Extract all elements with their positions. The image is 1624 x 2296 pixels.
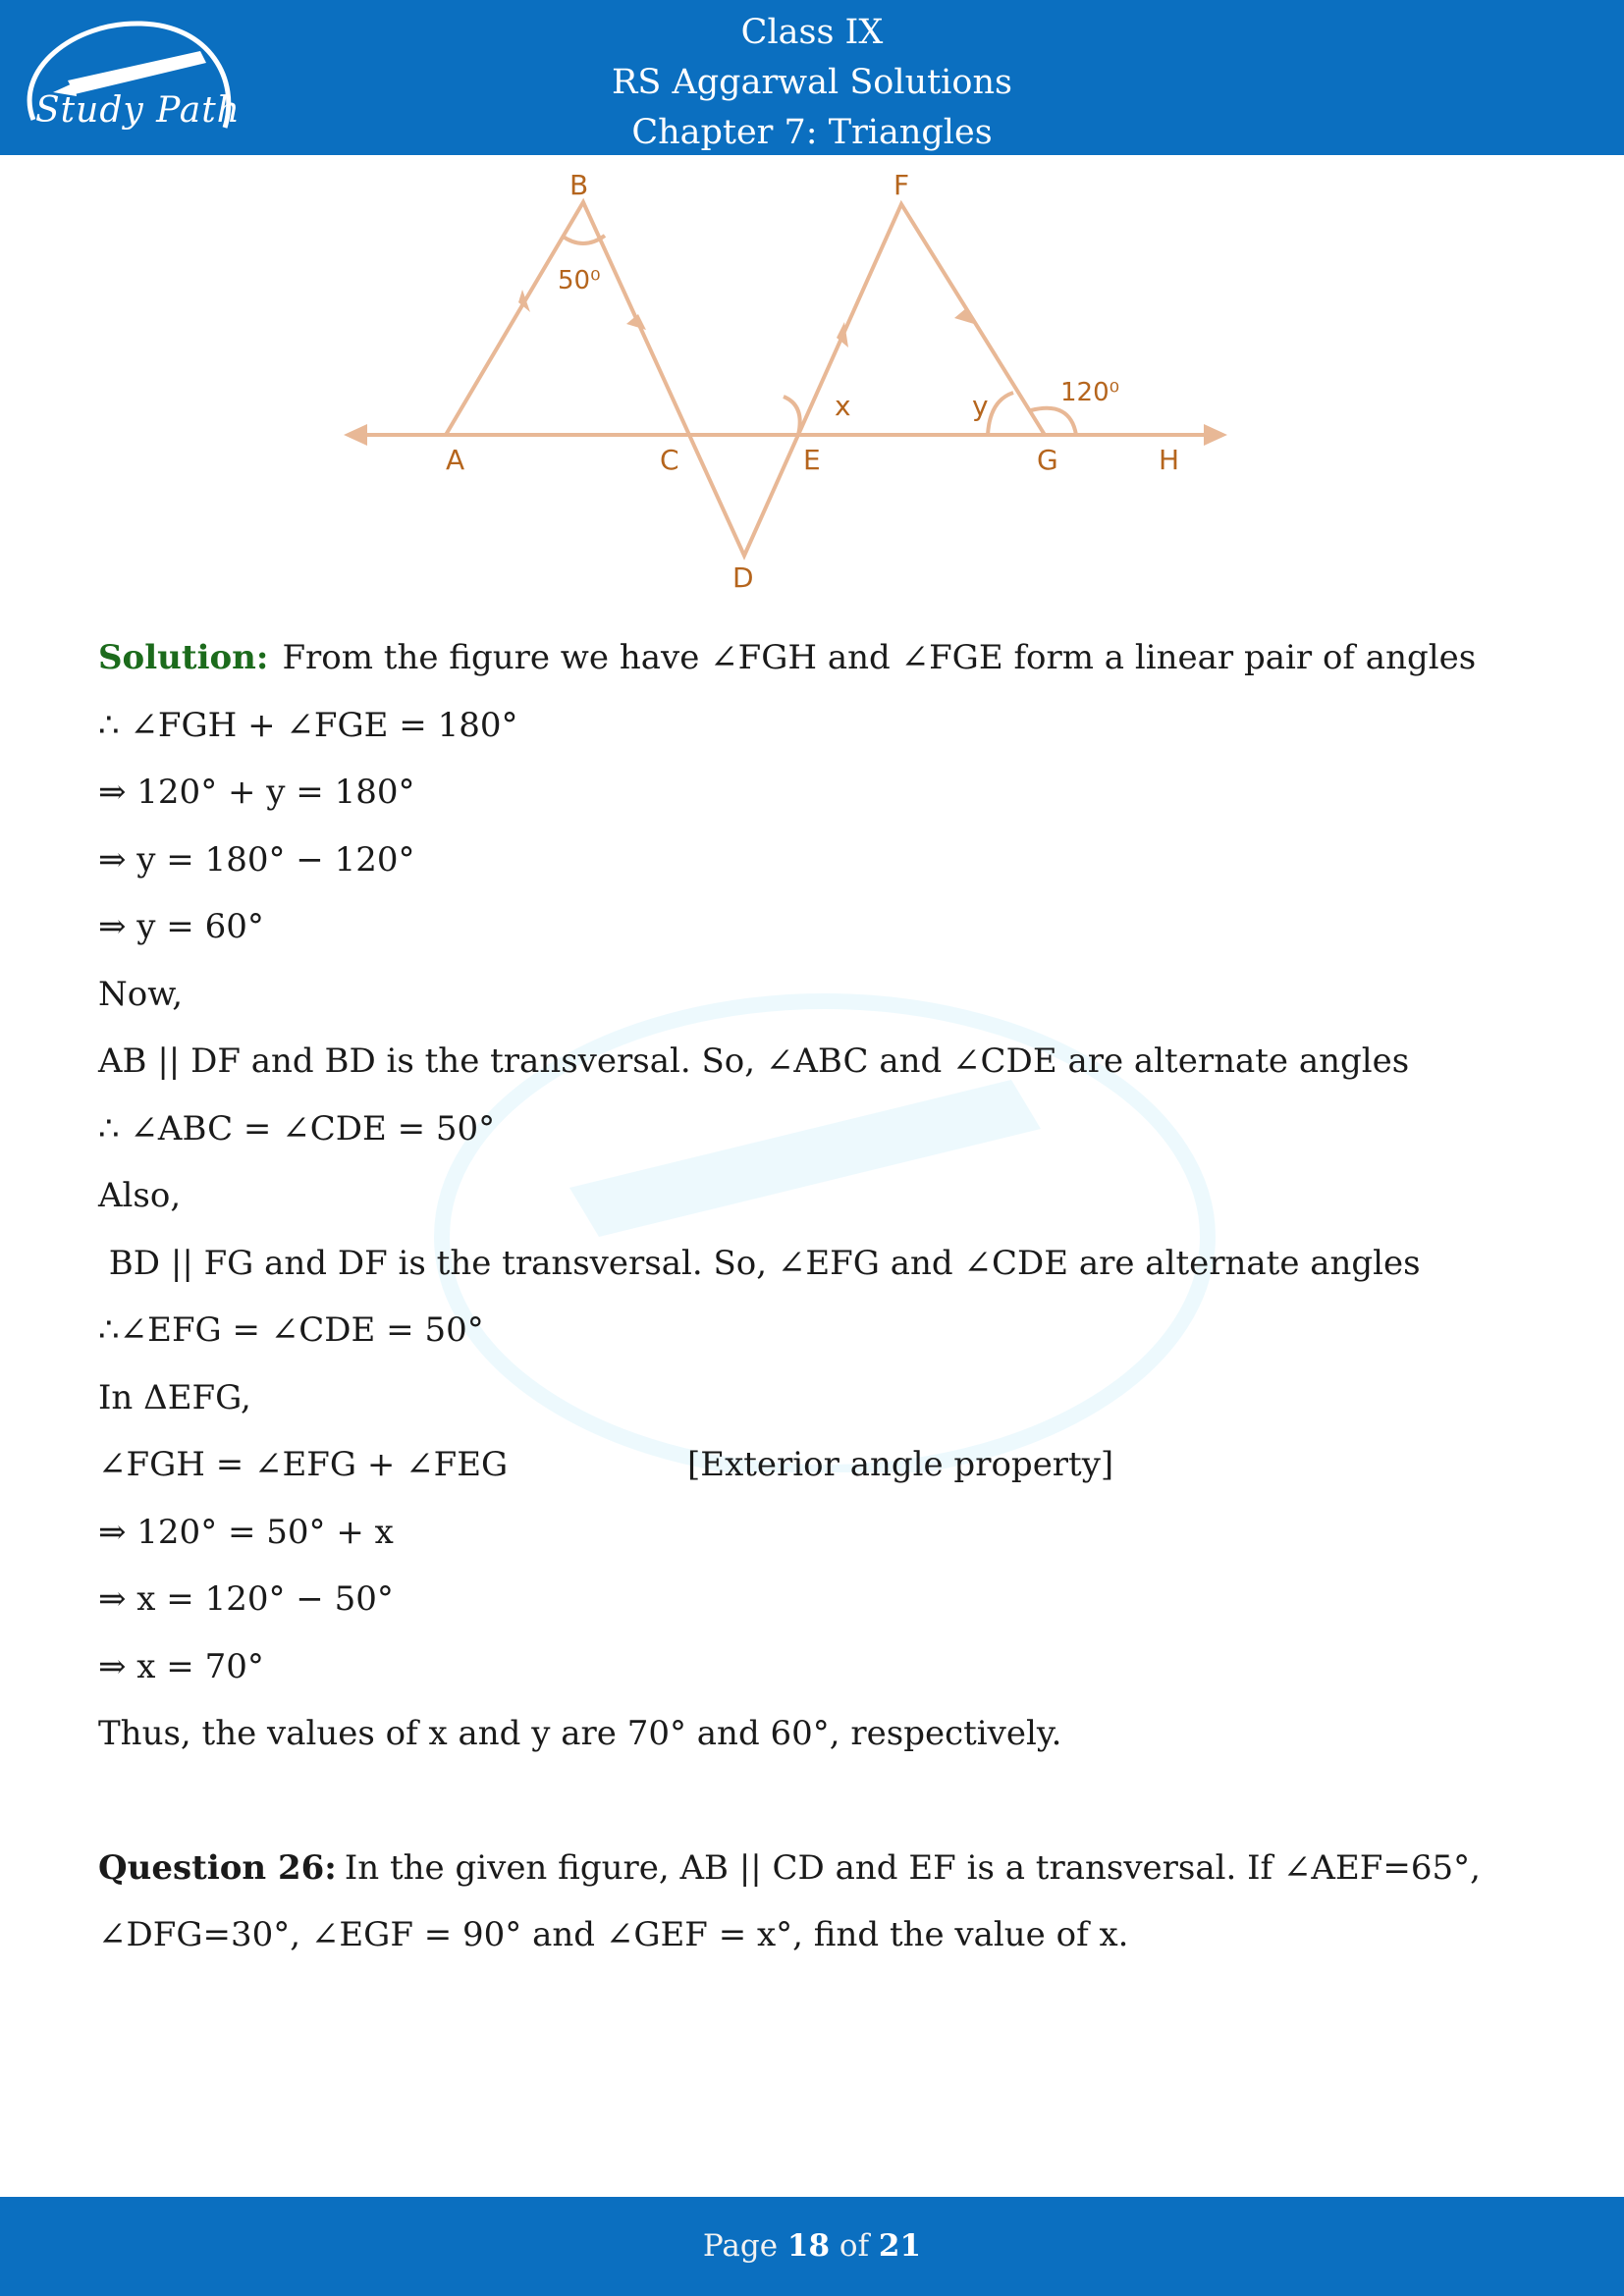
label-c: C — [660, 444, 679, 476]
page-current: 18 — [786, 2228, 831, 2264]
solution-line: ∴∠EFG = ∠CDE = 50° — [98, 1310, 484, 1350]
page-of: of — [839, 2228, 870, 2264]
question-text: In the given figure, AB || CD and EF is a transversal. If ∠AEF=65°, — [344, 1847, 1481, 1888]
solution-intro-text: From the figure we have ∠FGH and ∠FGE form a linear pair of angles — [282, 638, 1477, 677]
label-a: A — [446, 444, 465, 476]
label-b: B — [569, 169, 589, 201]
angle-y-label: y — [972, 390, 989, 422]
page-prefix: Page — [702, 2228, 779, 2264]
label-g: G — [1037, 444, 1058, 476]
arrow-left — [344, 424, 367, 446]
angle-x-label: x — [835, 390, 851, 422]
angle-b-value: 50⁰ — [558, 266, 601, 295]
solution-line: Also, — [98, 1176, 182, 1215]
logo-text: Study Path — [35, 90, 241, 131]
zigzag-lines — [446, 202, 1045, 556]
exterior-angle-line — [98, 1431, 1551, 1499]
solution-conclusion: Thus, the values of x and y are 70° and 60°, respectively. — [98, 1714, 1062, 1753]
label-d: D — [732, 561, 754, 594]
question-line-2: ∠DFG=30°, ∠EGF = 90° and ∠GEF = x°, find the value of x. — [98, 1915, 1129, 1954]
chapter-title: Chapter 7: Triangles — [631, 113, 993, 152]
angle-y-arc — [988, 393, 1013, 435]
solution-line: Now, — [98, 974, 184, 1014]
solution-line: ∴ ∠ABC = ∠CDE = 50° — [98, 1108, 496, 1148]
class-title: Class IX — [740, 13, 884, 52]
solution-line: AB || DF and BD is the transversal. So, ∠ABC and ∠CDE are alternate angles — [98, 1041, 1410, 1081]
solution-line: ⇒ y = 60° — [98, 907, 264, 946]
angle-x-arc — [784, 397, 800, 435]
book-title: RS Aggarwal Solutions — [612, 63, 1012, 102]
exterior-equation: ∠FGH = ∠EFG + ∠FEG — [98, 1445, 509, 1484]
solution-line: ⇒ 120° + y = 180° — [98, 773, 415, 812]
page-total: 21 — [878, 2228, 922, 2264]
solution-line: In ΔEFG, — [98, 1377, 251, 1417]
triangles-figure — [344, 165, 1227, 597]
solution-line: ⇒ y = 180° − 120° — [98, 839, 415, 880]
arrow-right — [1204, 424, 1227, 446]
question-line-1 — [98, 1835, 1551, 1902]
solution-line: ⇒ x = 70° — [98, 1646, 264, 1686]
label-h: H — [1159, 444, 1180, 476]
exterior-note: [Exterior angle property] — [687, 1445, 1114, 1484]
page-header — [0, 0, 1624, 155]
solution-line: ⇒ 120° = 50° + x — [98, 1512, 394, 1552]
solution-line: BD || FG and DF is the transversal. So, ∠EFG and ∠CDE are alternate angles — [98, 1243, 1421, 1283]
question-label: Question 26: — [98, 1847, 337, 1888]
solution-content — [98, 624, 1551, 1969]
label-f: F — [893, 169, 910, 201]
angle-g-value: 120⁰ — [1060, 378, 1120, 407]
label-e: E — [803, 444, 821, 476]
solution-label: Solution: — [98, 638, 269, 677]
solution-intro — [98, 624, 1551, 692]
solution-line: ∴ ∠FGH + ∠FGE = 180° — [98, 705, 518, 745]
page-footer — [0, 2197, 1624, 2296]
solution-line: ⇒ x = 120° − 50° — [98, 1579, 394, 1619]
arrow-bd — [626, 314, 646, 330]
